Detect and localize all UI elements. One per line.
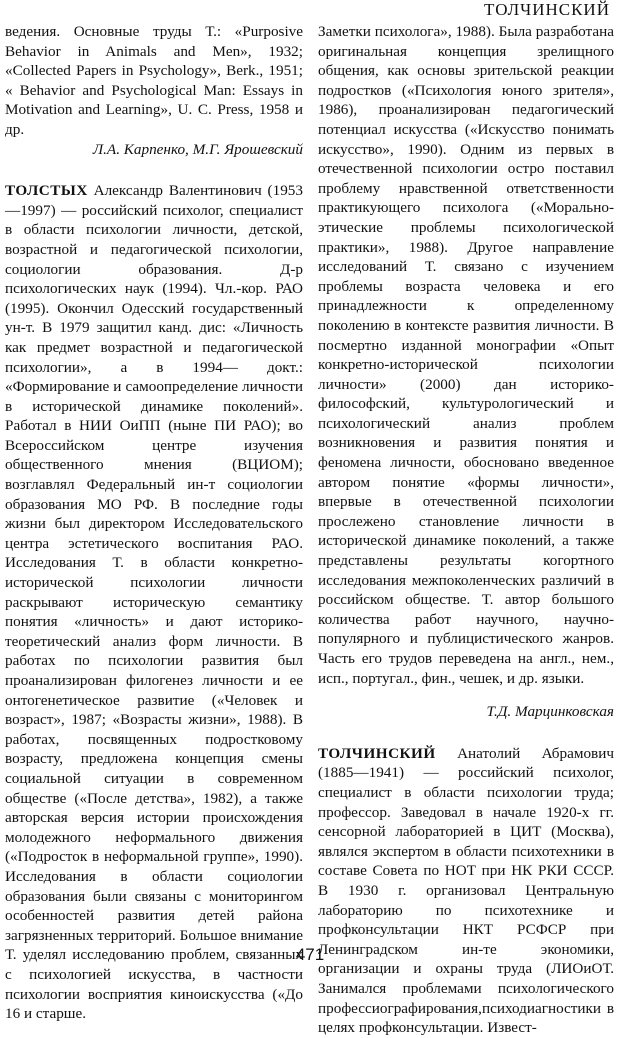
entry-body: Анатолий Абрамович (1885—1941) — российский психолог, специалист в области психологии труда; профессор. Заведовал в начале 1920-х гг. сенсорной лабораторией в ЦИТ (Москва), являлся экспертом в области психотехники в составе Совета по НОТ при НК РКИ СССР. В 1930 г. организовал Центральную лабораторию по психотехнике и профконсультации НКТ РСФСР при Ленинградском ин-те экономики, организации и охраны труда (ЛИОиОТ. Занимался проблемами психологического профессиографирования,психодиагностики в целях профконсультации. Извест- (318, 744, 614, 1037)
entry-author: Т.Д. Марцинковская (486, 703, 614, 721)
right-column (318, 22, 614, 1038)
entry-tolchinsky (318, 744, 614, 1038)
previous-entry-authors: Л.А. Карпенко, М.Г. Ярошевский (92, 140, 303, 158)
entry-tolstykh (5, 181, 303, 1024)
previous-entry-continuation: ведения. Основные труды Т.: «Purposive Behavior in Animals and Men», 1932; «Collected Papers in Psychology», Berk., 1951; « Behavior and Psychological Man: Essays in Motivation and Learning», U. C. Press, 1958 и др. (5, 23, 303, 138)
left-column (5, 22, 303, 1024)
entry-body: Александр Валентинович (1953—1997) — российский психолог, специалист в области психологии личности, детской, возрастной и педагогической психологии, социологии образования. Д-р психологических наук (1994). Чл.-кор. РАО (1995). Окончил Одесский государственный ун-т. В 1979 защитил канд. дис: «Личность как предмет возрастной и педагогической психологии», а в 1994— докт.: «Формирование и самоопределение личности в исторической динамике поколений». Работал в НИИ ОиПП (ныне ПИ РАО); во Всероссийском центре изучения общественного мнения (ВЦИОМ); возглавлял Федеральный ин-т социологии образования МО РФ. В последние годы жизни был директором Исследовательского центра эстетического воспитания РАО. Исследования Т. в области конкретно-исторической психологии личности раскрывают историческую семантику понятия «личность» и дают историко-теоретический анализ форм личности. В работах по психологии развития был проанализирован филогенез личности и ее онтогенетическое развитие («Человек и возраст», 1987; «Возрасты жизни», 1988). В работах, посвященных подростковому возрасту, предложена концепция смены социальной ситуации в современном обществе («После детства», 1982), а также авторская версия истории происхождения молодежного неформального движения («Подросток в неформальной группе», 1990). Исследования в области социологии образования были связаны с мониторингом особенностей развития детей района загрязненных территорий. Большое внимание Т. уделял исследованию проблем, связанных с психологией искусства, в частности психологии восприятия киноискусства («До 16 и старше. (5, 182, 303, 1023)
entry-headword: ТОЛЧИНСКИЙ (318, 744, 436, 762)
entry-tolstykh-continuation: Заметки психолога», 1988). Была разработана оригинальная концепция зрелищного общения, как основы зрительской реакции подростков («Психология юного зрителя», 1986), проанализирован педагогический потенциал искусства («Искусство понимать искусство», 1990). Одним из первых в отечественной психологии остро поставил проблему нравственной ответственности практикующего психолога («Морально-этические проблемы психологической практики», 1988). Другое направление исследований Т. связано с изучением проблемы возраста человека и его принадлежности к определенному поколению в контексте развития личности. В посмертно изданной монографии «Опыт конкретно-исторической психологии личности» (2000) дан историко-философский, культурологический и психологический анализ проблем возникновения и развития понятия и феномена личности, обосновано введенное автором понятие «формы личности», впервые в отечественной психологии прослежено становление личности в исторической динамике поколений, а также представлены результаты когортного исследования межпоколенческих различий в российском обществе. Т. автор большого количества работ научного, научно-популярного и публицистического жанров. Часть его трудов переведена на англ., нем., исп., португал., фин., чешек, и др. языки. (318, 23, 614, 687)
page-number: 471 (295, 945, 325, 964)
entry-headword: ТОЛСТЫХ (5, 182, 88, 200)
running-head: ТОЛЧИНСКИЙ (484, 0, 610, 19)
